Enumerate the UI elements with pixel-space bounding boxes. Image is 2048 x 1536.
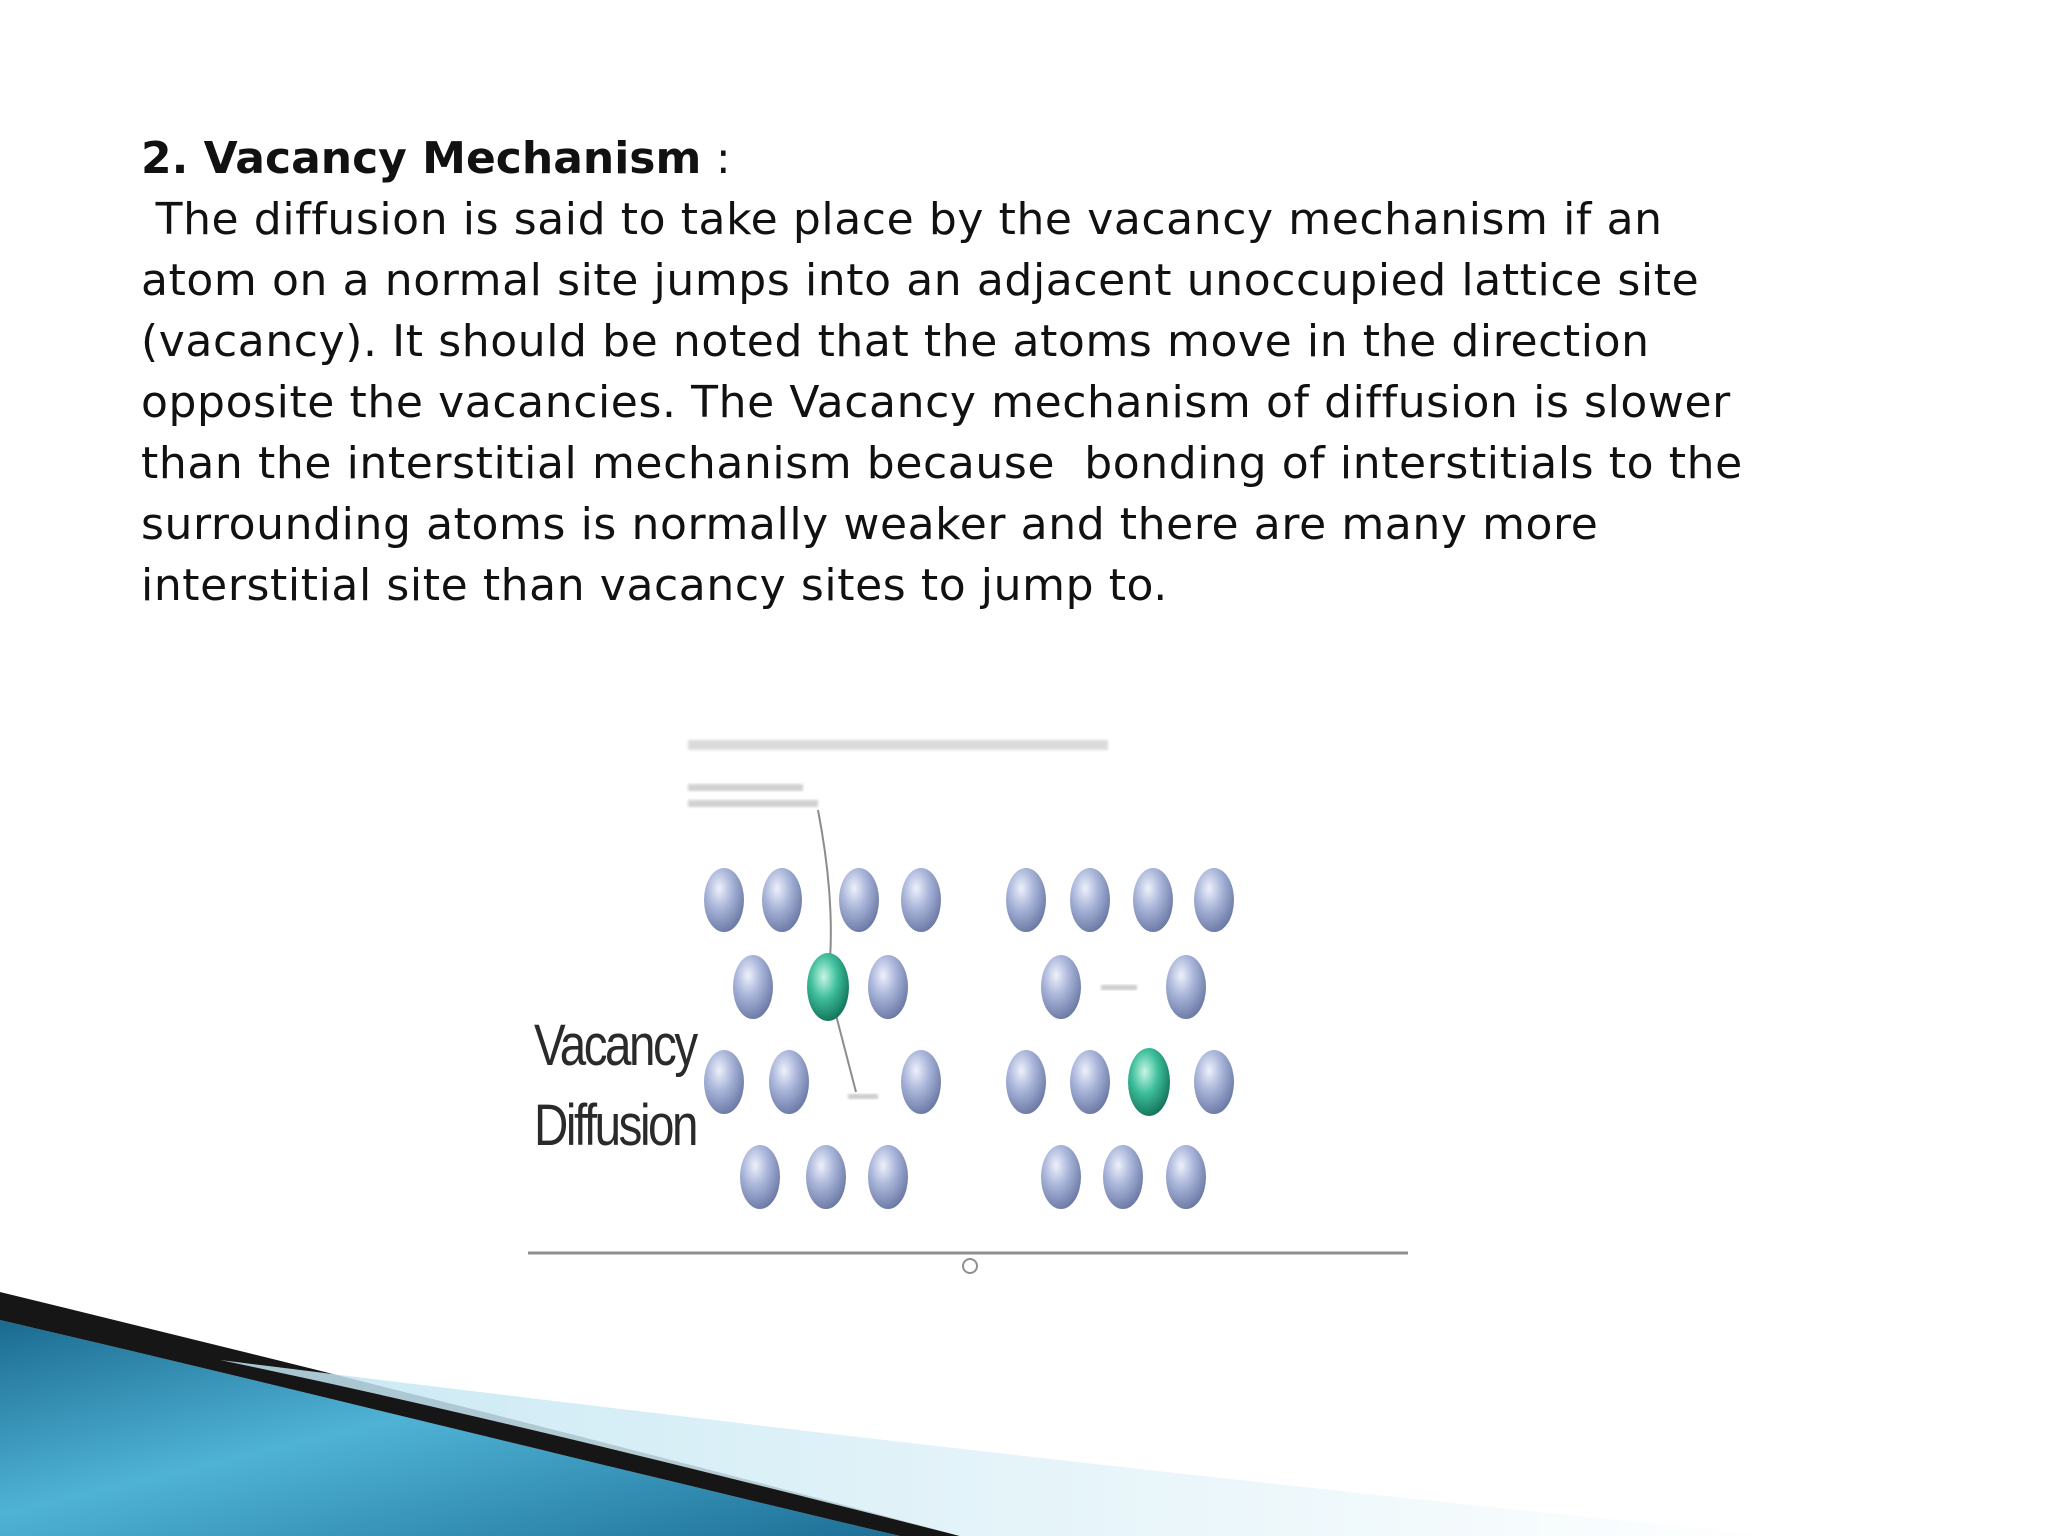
body-line-1: The diffusion is said to take place by the vacancy mechanism if an [141,194,1663,245]
body-line-7: interstitial site than vacancy sites to jump to. [141,560,1168,611]
figure-label-diffusion: Diffusion [534,1093,697,1158]
body-line-5: than the interstitial mechanism because bonding of interstitials to the [141,438,1743,489]
figure-label-vacancy: Vacancy [534,1013,696,1078]
body-line-4: opposite the vacancies. The Vacancy mechanism of diffusion is slower [141,377,1731,428]
heading-bold-text: 2. Vacancy Mechanism [141,133,702,184]
heading-suffix: : [701,133,732,184]
body-line-2: atom on a normal site jumps into an adjacent unoccupied lattice site [141,255,1700,306]
body-line-6: surrounding atoms is normally weaker and there are many more [141,499,1599,550]
body-line-3: (vacancy). It should be noted that the atoms move in the direction [141,316,1650,367]
